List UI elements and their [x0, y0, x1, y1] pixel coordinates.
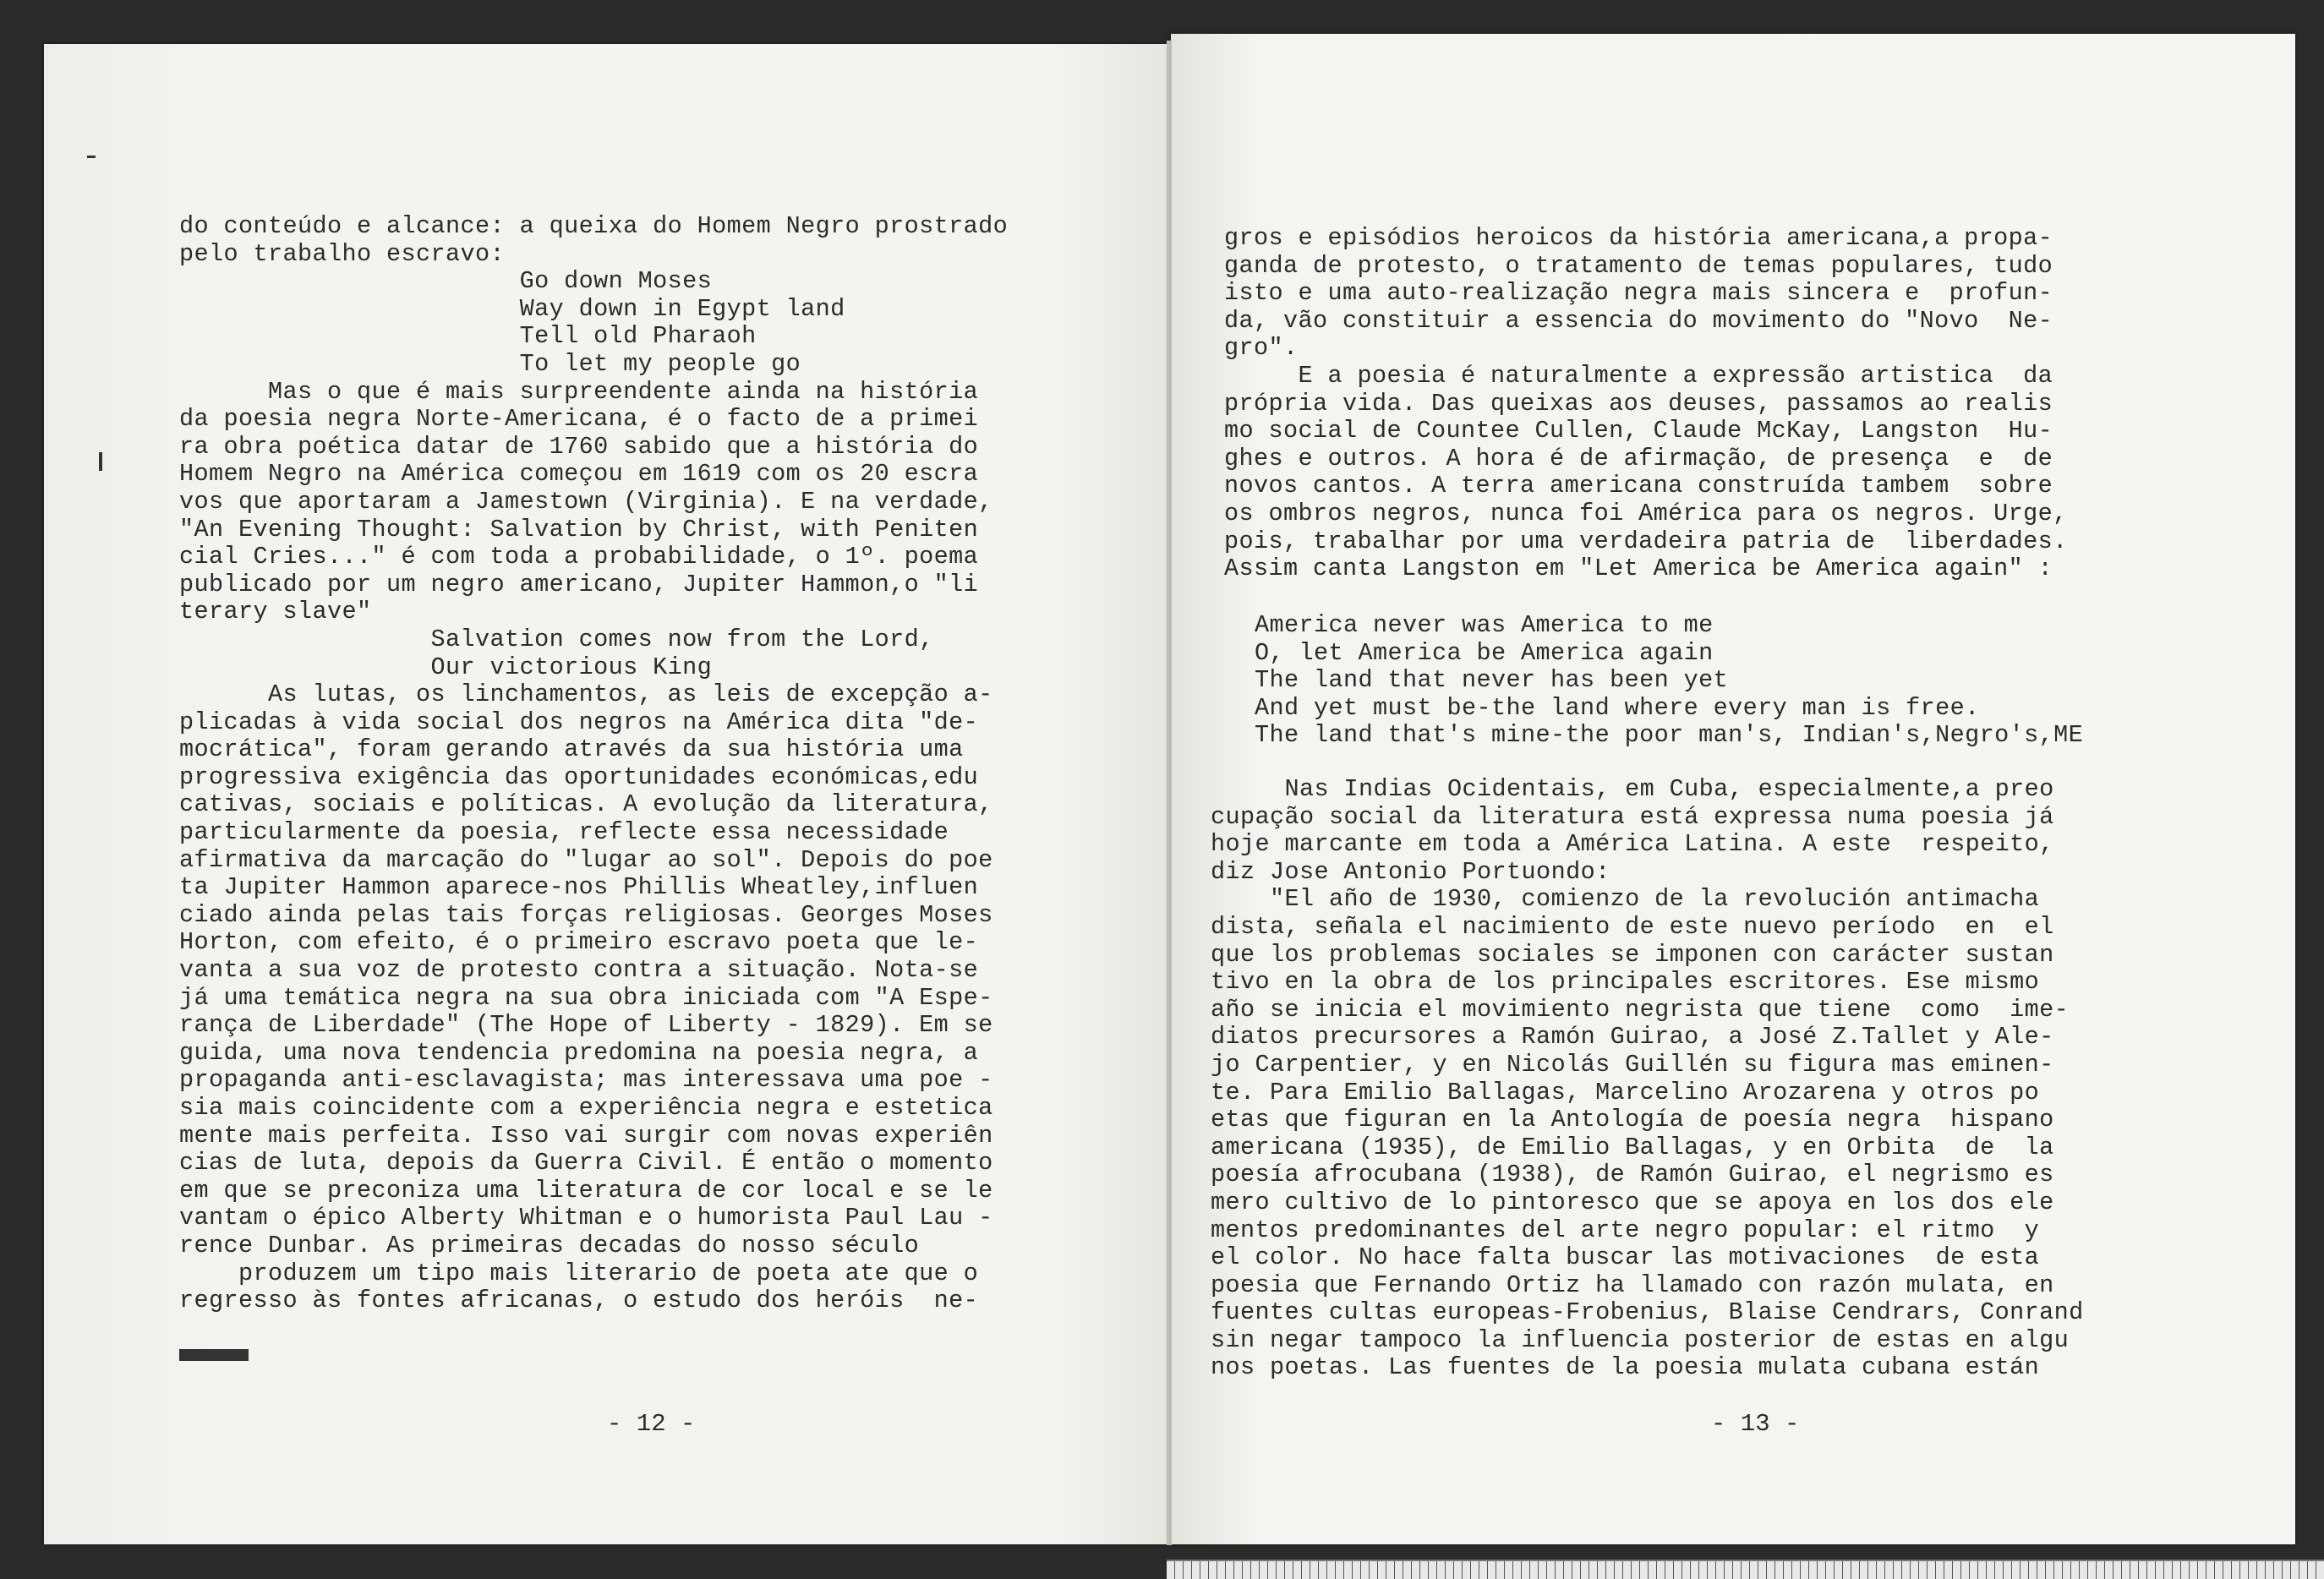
- text-line: americana (1935), de Emilio Ballagas, y en Orbita de la: [1211, 1133, 2054, 1161]
- text-line: ganda de protesto, o tratamento de temas populares, tudo: [1224, 251, 2053, 280]
- text-line: vanta a sua voz de protesto contra a situação. Nota-se: [179, 956, 979, 985]
- text-line: já uma temática negra na sua obra iniciada com "A Espe-: [179, 983, 993, 1012]
- poem-line: The land that never has been yet: [1255, 666, 1729, 695]
- text-line: vantam o épico Alberty Whitman e o humorista Paul Lau -: [179, 1204, 993, 1232]
- text-line: mo social de Countee Cullen, Claude McKay, Langston Hu-: [1224, 417, 2053, 445]
- text-line: Go down Moses: [179, 267, 713, 296]
- text-line: publicado por um negro americano, Jupiter Hammon,o "li: [179, 570, 979, 598]
- right-page-number: - 13 -: [1711, 1410, 1800, 1438]
- text-line: cativas, sociais e políticas. A evolução da literatura,: [179, 790, 993, 819]
- ink-speck: [99, 452, 102, 471]
- text-line: hoje marcante em toda a América Latina. A este respeito,: [1211, 830, 2054, 859]
- text-line: Way down in Egypt land: [179, 294, 845, 323]
- text-line: gros e episódios heroicos da história americana,a propa-: [1224, 224, 2053, 252]
- scale-ruler: [1167, 1560, 2324, 1579]
- right-page-text: [1224, 225, 2068, 583]
- text-line: E a poesia é naturalmente a expressão artistica da: [1224, 361, 2053, 390]
- text-line: regresso às fontes africanas, o estudo dos heróis ne-: [179, 1287, 979, 1315]
- text-line: mero cultivo de lo pintoresco que se apoya en los dos ele: [1211, 1188, 2054, 1216]
- poem-line: America never was America to me: [1255, 611, 1714, 639]
- text-line: nos poetas. Las fuentes de la poesia mulata cubana están: [1211, 1353, 2040, 1382]
- text-line: As lutas, os linchamentos, as leis de excepção a-: [179, 680, 993, 709]
- text-line: cupação social da literatura está expressa numa poesia já: [1211, 802, 2054, 831]
- text-line: isto e uma auto-realização negra mais sincera e profun-: [1224, 279, 2053, 308]
- text-line: diz Jose Antonio Portuondo:: [1211, 857, 1610, 886]
- text-line: "An Evening Thought: Salvation by Christ, with Peniten: [179, 515, 979, 544]
- text-line: Mas o que é mais surpreendente ainda na história: [179, 377, 979, 406]
- text-line: da poesia negra Norte-Americana, é o facto de a primei: [179, 405, 979, 434]
- text-line: cial Cries..." é com toda a probabilidade, o 1º. poema: [179, 543, 979, 571]
- book-gutter: [1167, 41, 1172, 1545]
- text-line: Assim canta Langston em "Let America be America again" :: [1224, 555, 2053, 583]
- text-line: sia mais coincidente com a experiência negra e estetica: [179, 1094, 993, 1122]
- text-line: diatos precursores a Ramón Guirao, a José Z.Tallet y Ale-: [1211, 1023, 2054, 1052]
- text-line: año se inicia el movimiento negrista que tiene como ime-: [1211, 995, 2070, 1024]
- text-line: ra obra poética datar de 1760 sabido que a história do: [179, 432, 979, 461]
- text-line: mentos predominantes del arte negro popular: el ritmo y: [1211, 1216, 2040, 1244]
- text-line: plicadas à vida social dos negros na América dita "de-: [179, 708, 979, 736]
- text-line: Salvation comes now from the Lord,: [179, 625, 934, 653]
- text-line: pois, trabalhar por uma verdadeira patria de liberdades.: [1224, 527, 2068, 555]
- text-line: vos que aportaram a Jamestown (Virginia). E na verdade,: [179, 487, 993, 516]
- poem-line: O, let America be America again: [1255, 638, 1714, 667]
- text-line: em que se preconiza uma literatura de cor local e se le: [179, 1176, 993, 1205]
- text-line: te. Para Emilio Ballagas, Marcelino Arozarena y otros po: [1211, 1078, 2040, 1106]
- text-line: rança de Liberdade" (The Hope of Liberty - 1829). Em se: [179, 1011, 993, 1040]
- text-line: ta Jupiter Hammon aparece-nos Phillis Wheatley,influen: [179, 873, 979, 902]
- poem-line: The land that's mine-the poor man's, Indian's,Negro's,ME: [1255, 721, 2084, 750]
- right-page-poem: [1255, 612, 2083, 750]
- text-line: guida, uma nova tendencia predomina na poesia negra, a: [179, 1038, 979, 1067]
- right-page-text-continued: [1211, 776, 2084, 1382]
- text-line: poesía afrocubana (1938), de Ramón Guirao, el negrismo es: [1211, 1161, 2054, 1189]
- text-line: mente mais perfeita. Isso vai surgir com novas experiên: [179, 1121, 993, 1150]
- text-line: jo Carpentier, y en Nicolás Guillén su figura mas eminen-: [1211, 1050, 2054, 1079]
- text-line: produzem um tipo mais literario de poeta ate que o: [179, 1259, 979, 1287]
- text-line: gro".: [1224, 334, 1299, 363]
- text-line: mocrática", foram gerando através da sua história uma: [179, 735, 964, 764]
- text-line: Homem Negro na América começou em 1619 com os 20 escra: [179, 460, 979, 489]
- text-line: fuentes cultas europeas-Frobenius, Blaise Cendrars, Conrand: [1211, 1298, 2084, 1327]
- text-line: novos cantos. A terra americana construída tambem sobre: [1224, 472, 2053, 500]
- text-line: ghes e outros. A hora é de afirmação, de presença e de: [1224, 444, 2053, 473]
- text-line: Horton, com efeito, é o primeiro escravo poeta que le-: [179, 928, 979, 957]
- text-line: terary slave": [179, 598, 372, 626]
- ink-speck: [87, 156, 96, 158]
- text-line: poesia que Fernando Ortiz ha llamado con razón mulata, en: [1211, 1270, 2054, 1299]
- text-line: dista, señala el nacimiento de este nuevo período en el: [1211, 912, 2054, 941]
- text-line: pelo trabalho escravo:: [179, 239, 506, 268]
- text-line: própria vida. Das queixas aos deuses, passamos ao realis: [1224, 389, 2053, 418]
- text-line: ciado ainda pelas tais forças religiosas. Georges Moses: [179, 900, 993, 929]
- text-line: cias de luta, depois da Guerra Civil. É então o momento: [179, 1149, 993, 1177]
- text-line: "El año de 1930, comienzo de la revolución antimacha: [1211, 885, 2040, 914]
- left-page-number: - 12 -: [607, 1410, 696, 1438]
- text-line: etas que figuran en la Antología de poesía negra hispano: [1211, 1106, 2054, 1134]
- text-line: To let my people go: [179, 349, 801, 378]
- text-line: particularmente da poesia, reflecte essa necessidade: [179, 818, 949, 847]
- text-line: da, vão constituir a essencia do movimento do "Novo Ne-: [1224, 306, 2053, 335]
- text-line: tivo en la obra de los principales escritores. Ese mismo: [1211, 968, 2040, 997]
- poem-line: And yet must be-the land where every man is free.: [1255, 693, 1980, 722]
- strikeout-mark: [179, 1349, 249, 1361]
- text-line: propaganda anti-esclavagista; mas interessava uma poe -: [179, 1066, 993, 1095]
- left-page-text: [179, 213, 1008, 1315]
- text-line: que los problemas sociales se imponen con carácter sustan: [1211, 940, 2054, 969]
- text-line: afirmativa da marcação do "lugar ao sol". Depois do poe: [179, 845, 993, 874]
- text-line: os ombros negros, nunca foi América para os negros. Urge,: [1224, 499, 2068, 527]
- text-line: Nas Indias Ocidentais, em Cuba, especialmente,a preo: [1211, 775, 2054, 803]
- text-line: do conteúdo e alcance: a queixa do Homem Negro prostrado: [179, 212, 1009, 240]
- text-line: el color. No hace falta buscar las motivaciones de esta: [1211, 1243, 2040, 1272]
- text-line: sin negar tampoco la influencia posterior de estas en algu: [1211, 1325, 2070, 1354]
- text-line: progressiva exigência das oportunidades económicas,edu: [179, 762, 979, 791]
- text-line: Our victorious King: [179, 653, 713, 681]
- text-line: rence Dunbar. As primeiras decadas do nosso século: [179, 1231, 920, 1259]
- text-line: Tell old Pharaoh: [179, 322, 757, 351]
